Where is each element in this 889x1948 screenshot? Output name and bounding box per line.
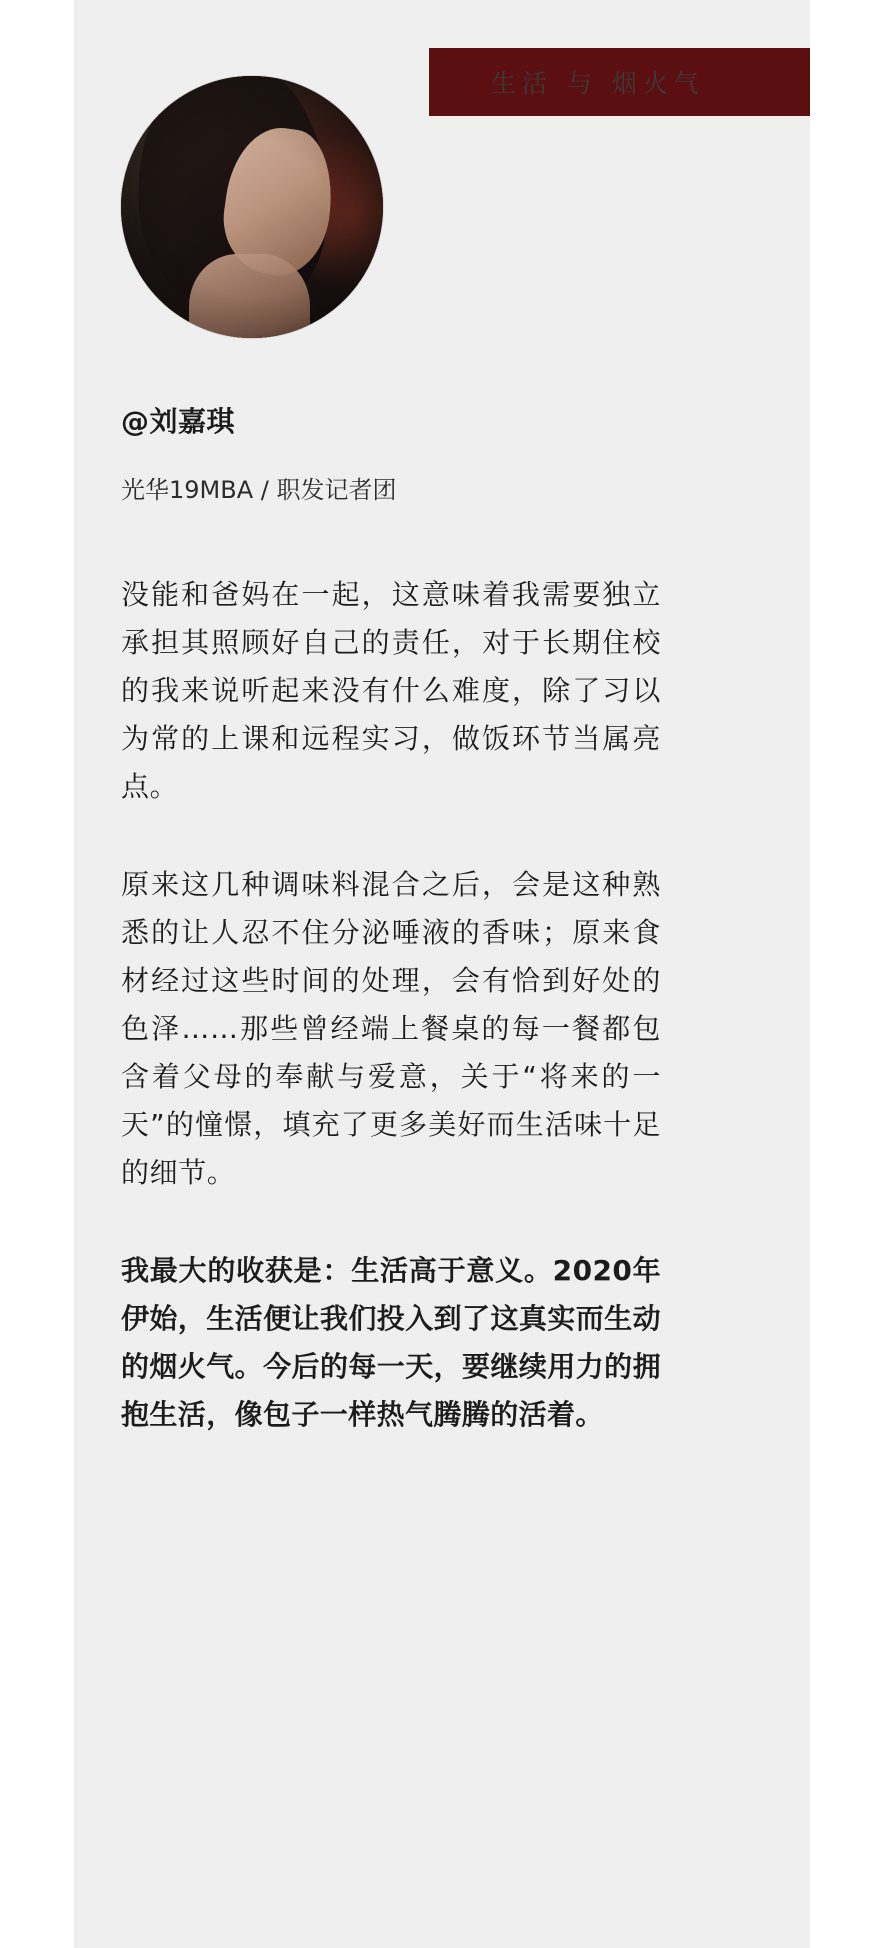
article-paragraph-highlight: 我最大的收获是：生活高于意义。2020年伊始，生活便让我们投入到了这真实而生动的烟火气。今后的每一天，要继续用力的拥抱生活，像包子一样热气腾腾的活着。 [121, 1254, 661, 1431]
article-paragraph: 原来这几种调味料混合之后，会是这种熟悉的让人忍不住分泌唾液的香味；原来食材经过这些时间的处理，会有恰到好处的色泽……那些曾经端上餐桌的每一餐都包含着父母的奉献与爱意，关于“将来的一天”的憧憬，填充了更多美好而生活味十足的细节。 [121, 868, 661, 1189]
author-handle: @刘嘉琪 [121, 405, 236, 438]
avatar [121, 76, 383, 338]
right-margin [810, 0, 889, 1948]
avatar-vignette [121, 76, 383, 338]
article-content [121, 400, 661, 1489]
article-page-card [74, 0, 889, 1948]
avatar-photo [121, 76, 383, 338]
article-paragraph: 没能和爸妈在一起，这意味着我需要独立承担其照顾好自己的责任，对于长期住校的我来说听起来没有什么难度，除了习以为常的上课和远程实习，做饭环节当属亮点。 [121, 578, 661, 803]
author-affiliation: 光华19MBA / 职发记者团 [121, 476, 397, 504]
banner-title: 生活 与 烟火气 [491, 69, 705, 98]
